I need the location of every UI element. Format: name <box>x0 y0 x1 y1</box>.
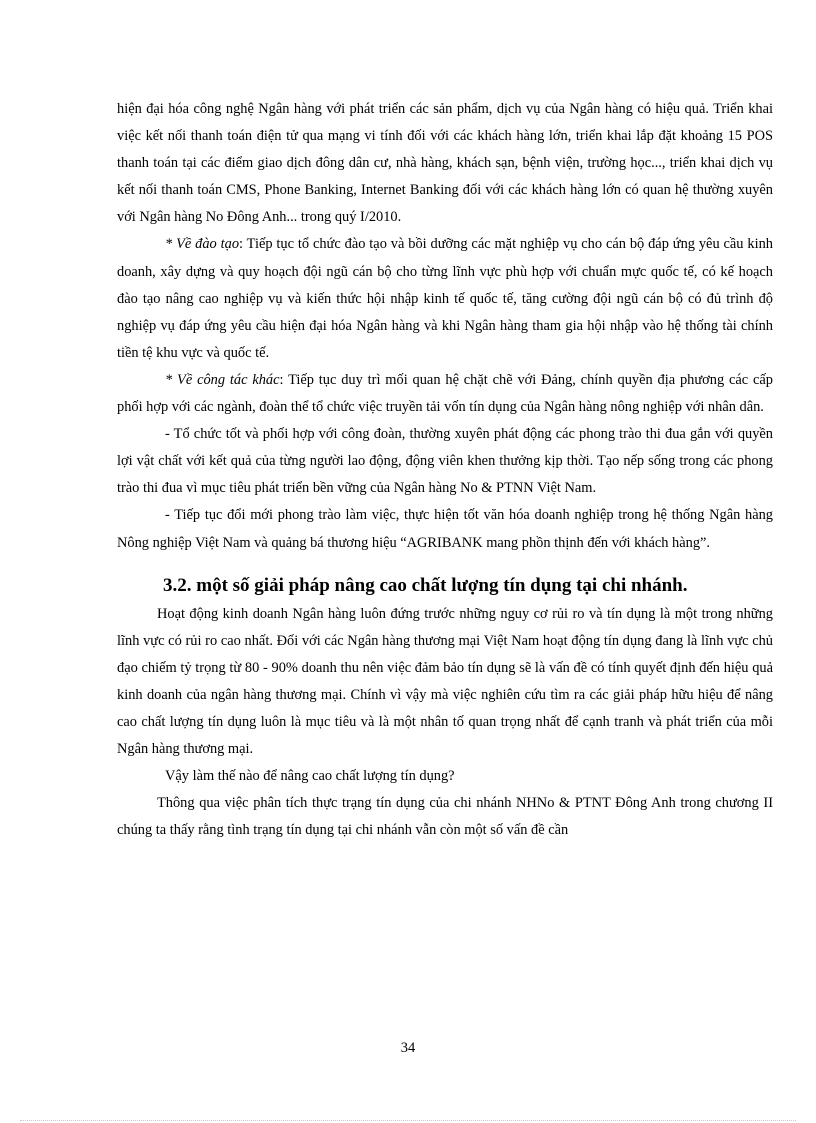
page-bottom-rule <box>20 1120 796 1121</box>
paragraph-text: - Tiếp tục đổi mới phong trào làm việc, thực hiện tốt văn hóa doanh nghiệp trong hệ thống Ngân hàng Nông nghiệp Việt Nam và quảng bá thương hiệu “AGRIBANK mang phồn thịnh đến với khách hàng”. <box>117 507 773 551</box>
paragraph-text: - Tổ chức tốt và phối hợp với công đoàn, thường xuyên phát động các phong trào thi đua gắn với quyền lợi vật chất với kết quả của từng người lao động, động viên khen thưởng kịp thời. Tạo nếp sống trong các phong trào thi đua vì mục tiêu phát triển bền vững của Ngân hàng No & PTNN Việt Nam. <box>117 426 773 497</box>
paragraph-union <box>117 421 773 502</box>
paragraph-other-work <box>117 367 773 421</box>
paragraph-text: : Tiếp tục duy trì mối quan hệ chặt chẽ với Đảng, chính quyền địa phương các cấp phối hợp với các ngành, đoàn thể tổ chức việc truyền tải vốn tín dụng của Ngân hàng nông nghiệp với nhân dân. <box>117 371 774 416</box>
paragraph-lead-training: * Về đào tạo <box>165 236 240 253</box>
paragraph-text: : Tiếp tục tổ chức đào tạo và bồi dưỡng các mặt nghiệp vụ cho cán bộ đáp ứng yêu cầu kinh doanh, xây dựng và quy hoạch đội ngũ cán bộ cho từng lĩnh vực phù hợp với chuẩn mực quốc tế, có kế hoạch đào tạo nâng cao nghiệp vụ và kiến thức hội nhập kinh tế quốc tế, tăng cường đội ngũ cán bộ có đủ trình độ nghiệp vụ đáp ứng yêu cầu hiện đại hóa Ngân hàng và khi Ngân hàng tham gia hội nhập vào hệ thống tài chính tiền tệ khu vực và quốc tế. <box>117 236 773 361</box>
page-content <box>117 96 773 844</box>
paragraph-modernization <box>117 96 773 231</box>
section-heading: 3.2. một số giải pháp nâng cao chất lượng tín dụng tại chi nhánh. <box>163 574 688 596</box>
paragraph-text: hiện đại hóa công nghệ Ngân hàng với phát triển các sản phẩm, dịch vụ của Ngân hàng có hiệu quả. Triển khai việc kết nối thanh toán điện tử qua mạng vi tính đối với các khách hàng lớn, triển khai lắp đặt khoảng 15 POS thanh toán tại các điểm giao dịch đông dân cư, nhà hàng, khách sạn, bệnh viện, trường học..., triển khai dịch vụ kết nối thanh toán CMS, Phone Banking, Internet Banking đối với các khách hàng lớn có quan hệ thường xuyên với Ngân hàng No Đông Anh... trong quý I/2010. <box>117 101 773 226</box>
paragraph-culture <box>117 502 773 556</box>
paragraph-training <box>117 231 773 366</box>
page-number: 34 <box>400 1040 416 1056</box>
paragraph-question: Vậy làm thế nào để nâng cao chất lượng tín dụng? <box>165 768 455 785</box>
paragraph-credit-risk: Hoạt động kinh doanh Ngân hàng luôn đứng trước những nguy cơ rủi ro và tín dụng là một trong những lĩnh vực có rủi ro cao nhất. Đối với các Ngân hàng thương mại Việt Nam hoạt động tín dụng đang là lĩnh vực chủ đạo chiếm tỷ trọng từ 80 - 90% doanh thu nên việc đảm bảo tín dụng sẽ là vấn đề có tính quyết định đến hiệu quả kinh doanh của ngân hàng thương mại. Chính vì vậy mà việc nghiên cứu tìm ra các giải pháp hữu hiệu để nâng cao chất lượng tín dụng luôn là mục tiêu và là một nhân tố quan trọng nhất để cạnh tranh và phát triển của mỗi Ngân hàng thương mại. <box>117 605 773 758</box>
paragraph-lead-other-work: * Về công tác khác <box>165 371 280 388</box>
paragraph-analysis: Thông qua việc phân tích thực trạng tín dụng của chi nhánh NHNo & PTNT Đông Anh trong chương II chúng ta thấy rằng tình trạng tín dụng tại chi nhánh vẫn còn một số vấn đề cần <box>117 795 773 839</box>
